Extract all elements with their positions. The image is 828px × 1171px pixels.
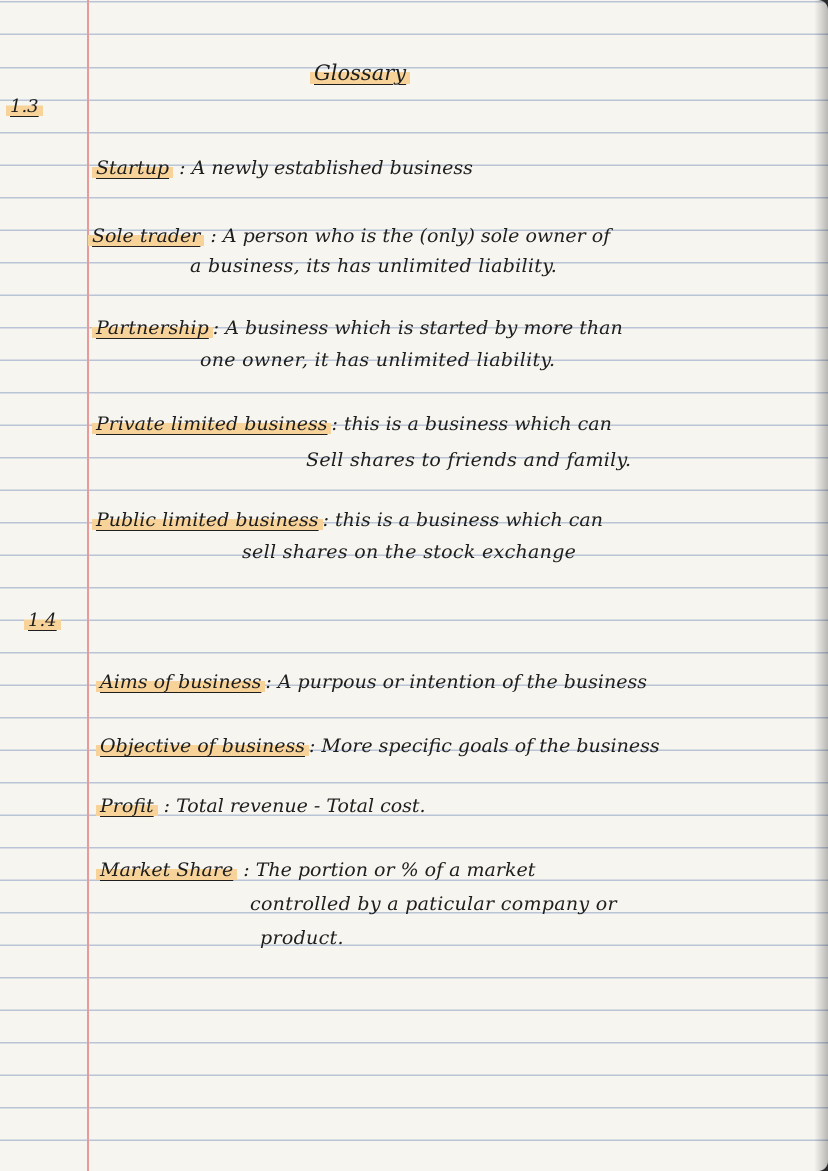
term-separator: :	[204, 225, 223, 247]
term-separator: :	[331, 413, 344, 435]
term-label: Profit	[96, 795, 158, 817]
definition-line: controlled by a paticular company or	[250, 893, 617, 915]
glossary-entry-profit	[96, 794, 426, 818]
term-label: Partnership	[92, 317, 213, 339]
glossary-entry-partnership	[92, 316, 623, 340]
term-label: Startup	[92, 157, 173, 179]
definition-line: Sell shares to friends and family.	[306, 449, 632, 471]
glossary-entry-aims-of-business	[96, 670, 647, 694]
term-separator: :	[212, 317, 226, 339]
term-separator: :	[237, 859, 256, 881]
term-label: Aims of business	[96, 671, 265, 693]
term-separator: :	[265, 671, 278, 693]
definition-line: Total revenue - Total cost.	[176, 795, 426, 817]
definition-line: sell shares on the stock exchange	[242, 541, 577, 563]
section-number-1-4: 1.4	[24, 610, 61, 632]
definition-line: this is a business which can	[335, 509, 603, 531]
glossary-entry-public-limited-business	[92, 508, 603, 532]
definition-line: a business, its has unlimited liability.	[190, 255, 558, 277]
term-label: Public limited business	[92, 509, 323, 531]
term-label: Sole trader	[88, 225, 204, 247]
definition-line: More specific goals of the business	[321, 735, 660, 757]
glossary-entry-sole-trader	[88, 224, 610, 248]
term-label: Private limited business	[92, 413, 331, 435]
margin-line	[87, 0, 89, 1171]
definition-line: this is a business which can	[343, 413, 612, 435]
term-separator: :	[308, 735, 322, 757]
term-label: Objective of business	[96, 735, 309, 757]
term-separator: :	[157, 795, 177, 817]
definition-line: one owner, it has unlimited liability.	[200, 349, 556, 371]
term-separator: :	[173, 157, 192, 179]
glossary-entry-market-share	[96, 858, 535, 882]
definition-line: The portion or % of a market	[255, 859, 536, 881]
section-number-1-3: 1.3	[6, 96, 43, 118]
definition-line: A person who is the (only) sole owner of	[222, 225, 611, 247]
definition-line: product.	[260, 927, 344, 949]
definition-line: A business which is started by more than	[225, 317, 623, 339]
page-title: Glossary	[310, 60, 410, 86]
glossary-entry-private-limited-business	[92, 412, 612, 436]
glossary-entry-startup	[92, 156, 473, 180]
term-separator: :	[322, 509, 336, 531]
term-label: Market Share	[96, 859, 237, 881]
glossary-entry-objective-of-business	[96, 734, 660, 758]
definition-line: A newly established business	[191, 157, 473, 179]
definition-line: A purpous or intention of the business	[277, 671, 647, 693]
